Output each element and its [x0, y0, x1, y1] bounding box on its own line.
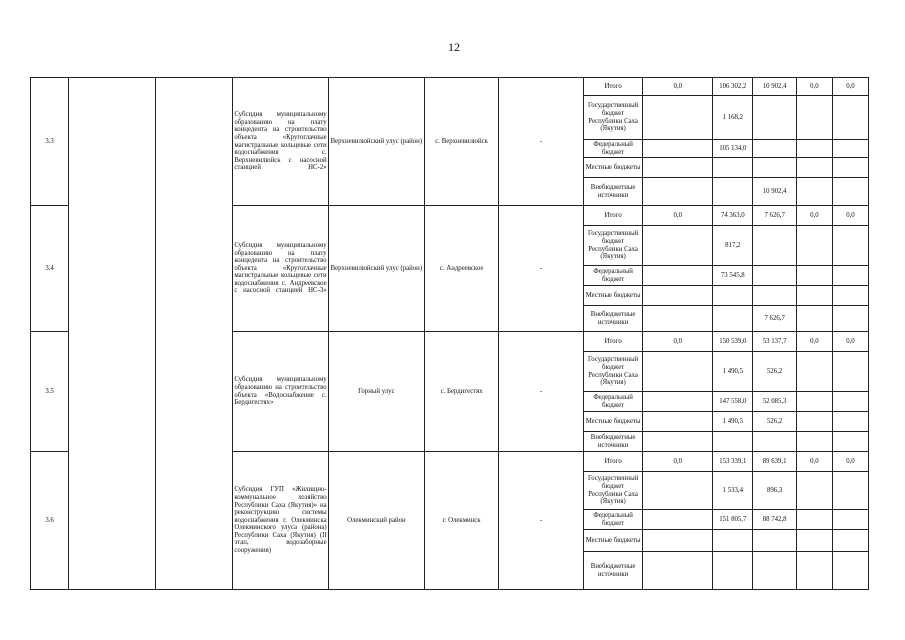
amount-cell [796, 96, 832, 140]
funding-source: Федеральный бюджет [583, 510, 642, 530]
amount-cell [643, 306, 713, 332]
amount-cell [832, 530, 868, 552]
funding-source: Государственный бюджет Республики Саха (Якутия) [583, 472, 642, 510]
project-description: Субсидия ГУП «Жилищно-коммунальное хозяйство Республики Саха (Якутия)» на реконструкцию системы водоснабжения г. Олекминска Олекминского улуса (района) Республики Саха (Якутия) (II этап, водозаборные сооружения) [233, 452, 328, 590]
amount-cell [796, 178, 832, 206]
amount-cell [796, 266, 832, 286]
amount-cell: 0,0 [796, 206, 832, 226]
section-number: 3.6 [31, 452, 69, 590]
amount-cell: 105 134,0 [713, 140, 753, 158]
amount-cell [713, 306, 753, 332]
empty-cell [155, 78, 232, 590]
amount-cell [643, 472, 713, 510]
amount-cell: 1 533,4 [713, 472, 753, 510]
amount-cell [643, 432, 713, 452]
funding-source: Итого [583, 452, 642, 472]
amount-cell [832, 226, 868, 266]
amount-cell: 0,0 [796, 332, 832, 352]
amount-cell [832, 266, 868, 286]
amount-cell [796, 472, 832, 510]
amount-cell: 74 363,0 [713, 206, 753, 226]
amount-cell [713, 432, 753, 452]
amount-cell [643, 286, 713, 306]
amount-cell [796, 352, 832, 392]
amount-cell: 0,0 [643, 452, 713, 472]
amount-cell [643, 158, 713, 178]
district-name: Верхневилюйский улус (район) [328, 206, 424, 332]
amount-cell [796, 392, 832, 412]
amount-cell [643, 96, 713, 140]
amount-cell [832, 158, 868, 178]
amount-cell [753, 140, 796, 158]
locality-name: с. Верхневилюйск [425, 78, 499, 206]
amount-cell [643, 530, 713, 552]
amount-cell [753, 226, 796, 266]
amount-cell [713, 286, 753, 306]
table-body [31, 78, 869, 590]
amount-cell [832, 178, 868, 206]
budget-table [30, 77, 869, 590]
funding-source: Итого [583, 332, 642, 352]
section-number: 3.5 [31, 332, 69, 452]
amount-cell: 150 539,0 [713, 332, 753, 352]
amount-cell [832, 392, 868, 412]
amount-cell [796, 306, 832, 332]
amount-cell [832, 352, 868, 392]
funding-source: Местные бюджеты [583, 530, 642, 552]
amount-cell: 0,0 [643, 332, 713, 352]
amount-cell [643, 226, 713, 266]
funding-source: Итого [583, 206, 642, 226]
funding-source: Федеральный бюджет [583, 266, 642, 286]
amount-cell [713, 552, 753, 590]
amount-cell: 52 085,3 [753, 392, 796, 412]
project-description: Субсидия муниципальному образованию на плату концедента на строительство объекта «Кругоглачные магистральные кольцевые сети водоснабжения с. Верхневилюйск с насосной станцией НС-2» [233, 78, 328, 206]
amount-cell: 106 302,2 [713, 78, 753, 96]
amount-cell: 0,0 [643, 206, 713, 226]
funding-source: Внебюджетные источники [583, 552, 642, 590]
district-name: Горный улус [328, 332, 424, 452]
amount-cell [643, 178, 713, 206]
amount-cell [832, 140, 868, 158]
amount-cell: 7 626,7 [753, 306, 796, 332]
amount-cell: 526,2 [753, 412, 796, 432]
amount-cell: 526,2 [753, 352, 796, 392]
mark-cell: - [499, 332, 584, 452]
amount-cell [832, 412, 868, 432]
amount-cell [753, 432, 796, 452]
amount-cell: 0,0 [832, 206, 868, 226]
amount-cell [713, 530, 753, 552]
amount-cell [753, 552, 796, 590]
amount-cell [753, 530, 796, 552]
funding-source: Внебюджетные источники [583, 306, 642, 332]
amount-cell [643, 510, 713, 530]
project-description: Субсидия муниципальному образованию на строительство объекта «Водоснабжение с. Бердигестях» [233, 332, 328, 452]
funding-source: Федеральный бюджет [583, 392, 642, 412]
locality-name: г. Олекминск [425, 452, 499, 590]
amount-cell [832, 286, 868, 306]
amount-cell [713, 158, 753, 178]
amount-cell: 147 558,0 [713, 392, 753, 412]
amount-cell [643, 352, 713, 392]
funding-source: Государственный бюджет Республики Саха (Якутия) [583, 226, 642, 266]
amount-cell [643, 266, 713, 286]
table-row [31, 78, 869, 96]
amount-cell [753, 96, 796, 140]
empty-cell [69, 78, 156, 590]
section-number: 3.4 [31, 206, 69, 332]
amount-cell [832, 472, 868, 510]
amount-cell: 896,3 [753, 472, 796, 510]
amount-cell [643, 552, 713, 590]
amount-cell [643, 392, 713, 412]
mark-cell: - [499, 78, 584, 206]
funding-source: Местные бюджеты [583, 412, 642, 432]
page-number: 12 [448, 40, 460, 54]
funding-source: Внебюджетные источники [583, 178, 642, 206]
amount-cell: 53 137,7 [753, 332, 796, 352]
amount-cell: 817,2 [713, 226, 753, 266]
amount-cell [796, 510, 832, 530]
amount-cell [643, 412, 713, 432]
funding-source: Государственный бюджет Республики Саха (Якутия) [583, 96, 642, 140]
locality-name: с. Андреевское [425, 206, 499, 332]
amount-cell: 0,0 [796, 78, 832, 96]
amount-cell [832, 432, 868, 452]
amount-cell: 89 639,1 [753, 452, 796, 472]
funding-source: Государственный бюджет Республики Саха (Якутия) [583, 352, 642, 392]
amount-cell [753, 266, 796, 286]
district-name: Олекминский район [328, 452, 424, 590]
amount-cell: 10 902,4 [753, 178, 796, 206]
amount-cell [643, 140, 713, 158]
amount-cell: 151 805,7 [713, 510, 753, 530]
amount-cell [796, 226, 832, 266]
amount-cell [796, 530, 832, 552]
funding-source: Внебюджетные источники [583, 432, 642, 452]
amount-cell [832, 96, 868, 140]
amount-cell: 10 902,4 [753, 78, 796, 96]
amount-cell: 0,0 [796, 452, 832, 472]
amount-cell: 153 339,1 [713, 452, 753, 472]
mark-cell: - [499, 452, 584, 590]
amount-cell [832, 306, 868, 332]
funding-source: Итого [583, 78, 642, 96]
funding-source: Местные бюджеты [583, 286, 642, 306]
amount-cell [796, 552, 832, 590]
funding-source: Федеральный бюджет [583, 140, 642, 158]
amount-cell: 1 168,2 [713, 96, 753, 140]
locality-name: с. Бердигестях [425, 332, 499, 452]
amount-cell: 88 742,8 [753, 510, 796, 530]
amount-cell [832, 552, 868, 590]
section-number: 3.3 [31, 78, 69, 206]
district-name: Верхневилюйский улус (район) [328, 78, 424, 206]
project-description: Субсидия муниципальному образованию на плату концедента на строительство объекта «Кругоглачные магистральные кольцевые сети водоснабжения с. Андреевское с насосной станцией НС-3» [233, 206, 328, 332]
funding-source: Местные бюджеты [583, 158, 642, 178]
amount-cell [796, 286, 832, 306]
amount-cell: 0,0 [832, 332, 868, 352]
amount-cell [753, 158, 796, 178]
amount-cell: 0,0 [832, 78, 868, 96]
amount-cell [796, 140, 832, 158]
amount-cell [753, 286, 796, 306]
amount-cell: 73 545,8 [713, 266, 753, 286]
amount-cell: 0,0 [832, 452, 868, 472]
amount-cell [796, 432, 832, 452]
amount-cell [832, 510, 868, 530]
amount-cell: 7 626,7 [753, 206, 796, 226]
amount-cell [796, 412, 832, 432]
amount-cell: 1 490,5 [713, 412, 753, 432]
mark-cell: - [499, 206, 584, 332]
amount-cell: 1 490,5 [713, 352, 753, 392]
amount-cell [796, 158, 832, 178]
amount-cell [713, 178, 753, 206]
amount-cell: 0,0 [643, 78, 713, 96]
